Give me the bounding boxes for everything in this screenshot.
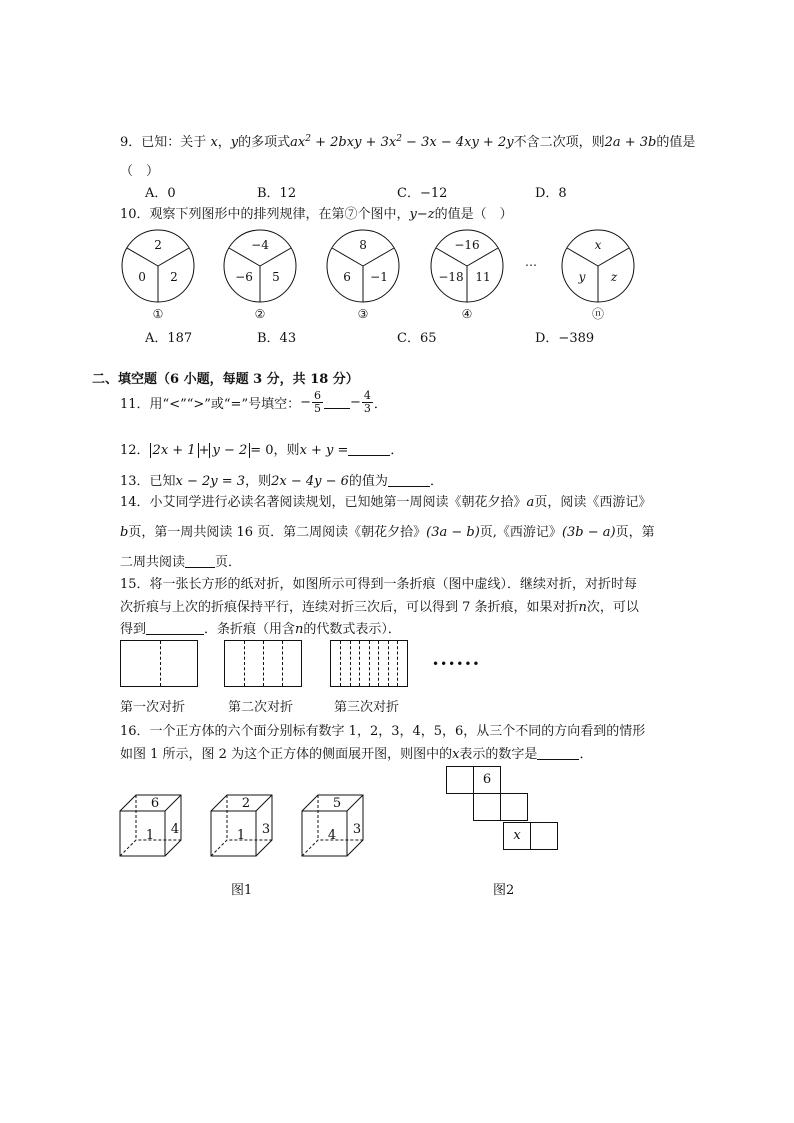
net-cell [530,822,558,850]
fold-crease [388,641,389,686]
cube-views-figure [115,790,385,862]
q9-stem: 9．已知：关于 x，y的多项式$ax^2 + 2bxy + 3x^2 - 3x - 4xy + 2y$不含二次项，则2a + 3b的值是 [120,134,696,150]
fold-crease [244,641,245,686]
section-2-title: 二、填空题（6 小题，每题 3 分，共 18 分） [92,372,359,387]
fold-crease [359,641,360,686]
q14-answer-blank[interactable] [185,555,215,568]
circle-2-label: ② [254,307,266,321]
q14-line-3: 二周共阅读 页． [120,555,242,570]
q12: 12． 2x + 1 + y − 2 = 0，则x + y = ． [120,443,404,458]
q10-stem: 10．观察下列图形中的排列规律，在第⑦个图中，y−z的值是（ ） [120,207,513,222]
circle-2-top: −4 [251,238,269,252]
cube-3-front: 4 [327,828,337,843]
net-cell-six: 6 [473,766,501,794]
fold-paper-2 [224,640,302,687]
net-cell [500,793,528,821]
circle-4-top: −16 [454,238,480,252]
circle-2-left: −6 [235,270,253,284]
q16-line-2: 如图 1 所示，图 2 为这个正方体的侧面展开图，则图中的x表示的数字是 ． [120,747,593,762]
q16-answer-blank[interactable] [537,747,579,760]
fold-crease [263,641,264,686]
q9-option-a: A．0 [145,186,176,201]
q13: 13．已知x − 2y = 3，则2x − 4y − 6的值为 ． [120,474,443,489]
circle-3-left: 6 [343,270,351,284]
fig1-caption: 图1 [231,883,253,898]
fold-crease [378,641,379,686]
q15-line-3: 得到 ．条折痕（用含n的代数式表示）． [120,622,401,637]
circle-1-left: 0 [138,270,146,284]
fold-caption-2: 第二次对折 [228,700,294,715]
q11-fraction-2: $\frac{4}{3}$ [363,389,371,415]
q9-option-d: D．8 [535,186,567,201]
circle-4 [431,230,503,302]
circle-4-right: 11 [475,270,491,284]
q13-answer-blank[interactable] [388,474,430,487]
cube-3 [302,795,363,856]
q11: 11．用“<”“>”或“=”号填空：− $\frac{6}{5}$ − $\frac{4}{3}$ ． [120,389,387,415]
fold-continuation-dots: •••••• [432,657,481,671]
circle-1-right: 2 [170,270,178,284]
circle-2 [224,230,296,302]
circle-n [562,230,634,302]
cube-3-top: 5 [332,796,342,811]
q9-option-c: C．−12 [397,186,448,201]
q12-answer-blank[interactable] [348,443,390,456]
circle-n-top: x [594,238,602,252]
cube-3-side: 3 [352,822,362,837]
circle-n-left: y [578,270,586,284]
q10-option-a: A．187 [145,331,193,346]
fig2-caption: 图2 [493,883,515,898]
q16-line-1: 16．一个正方体的六个面分别标有数字 1，2，3，4，5，6，从三个不同的方向看到的情形 [120,724,646,739]
circle-2-right: 5 [272,270,280,284]
net-cell-x: x [503,822,531,850]
cube-1-side: 4 [170,822,180,837]
q14-line-1: 14．小艾同学进行必读名著阅读规划，已知她第一周阅读《朝花夕拾》a页，阅读《西游记》 [120,495,652,510]
q9-polynomial: $ax^2 + 2bxy + 3x^2 - 3x - 4xy + 2y$ [290,134,514,150]
q15-line-2: 次折痕与上次的折痕保持平行，连续对折三次后，可以得到 7 条折痕，如果对折n次，可以 [120,600,639,615]
fold-crease [350,641,351,686]
circle-1-label: ① [152,307,164,321]
q9-option-b: B．12 [257,186,297,201]
q15-line-1: 15．将一张长方形的纸对折，如图所示可得到一条折痕（图中虚线）．继续对折，对折时每 [120,577,638,592]
fold-crease [282,641,283,686]
q14-line-2: b页，第一周共阅读 16 页．第二周阅读《朝花夕拾》(3a − b)页,《西游记》(3b − a)页，第 [120,525,655,540]
fold-crease [397,641,398,686]
circle-3-right: −1 [370,270,388,284]
cube-2-front: 1 [236,828,246,843]
circle-n-right: z [610,270,618,284]
fold-crease [369,641,370,686]
q11-answer-blank[interactable] [324,396,350,409]
cube-2 [211,795,272,856]
cube-1-front: 1 [145,828,155,843]
q10-option-b: B．43 [257,331,297,346]
q10-option-d: D．−389 [535,331,595,346]
net-cell [446,766,474,794]
circle-1 [122,230,194,302]
circle-1-top: 2 [154,238,162,252]
net-cell [473,793,501,821]
q9-paren: （ ） [120,164,160,179]
circle-ellipsis: … [525,255,537,269]
cube-2-top: 2 [241,796,251,811]
cube-1-top: 6 [150,796,160,811]
circle-4-left: −18 [438,270,464,284]
q11-fraction-1: $\frac{6}{5}$ [314,389,322,415]
fold-caption-3: 第三次对折 [334,700,400,715]
circle-n-label: ⓝ [591,307,605,321]
cube-1 [120,795,181,856]
q10-option-c: C．65 [397,331,437,346]
fold-caption-1: 第一次对折 [120,700,186,715]
q15-answer-blank[interactable] [146,622,204,635]
fold-crease [340,641,341,686]
circle-3 [327,230,399,302]
fold-paper-1 [120,640,198,687]
q10-circle-figures [110,222,650,322]
fold-paper-3 [330,640,408,687]
circle-3-top: 8 [359,238,367,252]
circle-4-label: ④ [461,307,473,321]
cube-2-side: 3 [261,822,271,837]
fold-crease [160,641,161,686]
circle-3-label: ③ [357,307,369,321]
